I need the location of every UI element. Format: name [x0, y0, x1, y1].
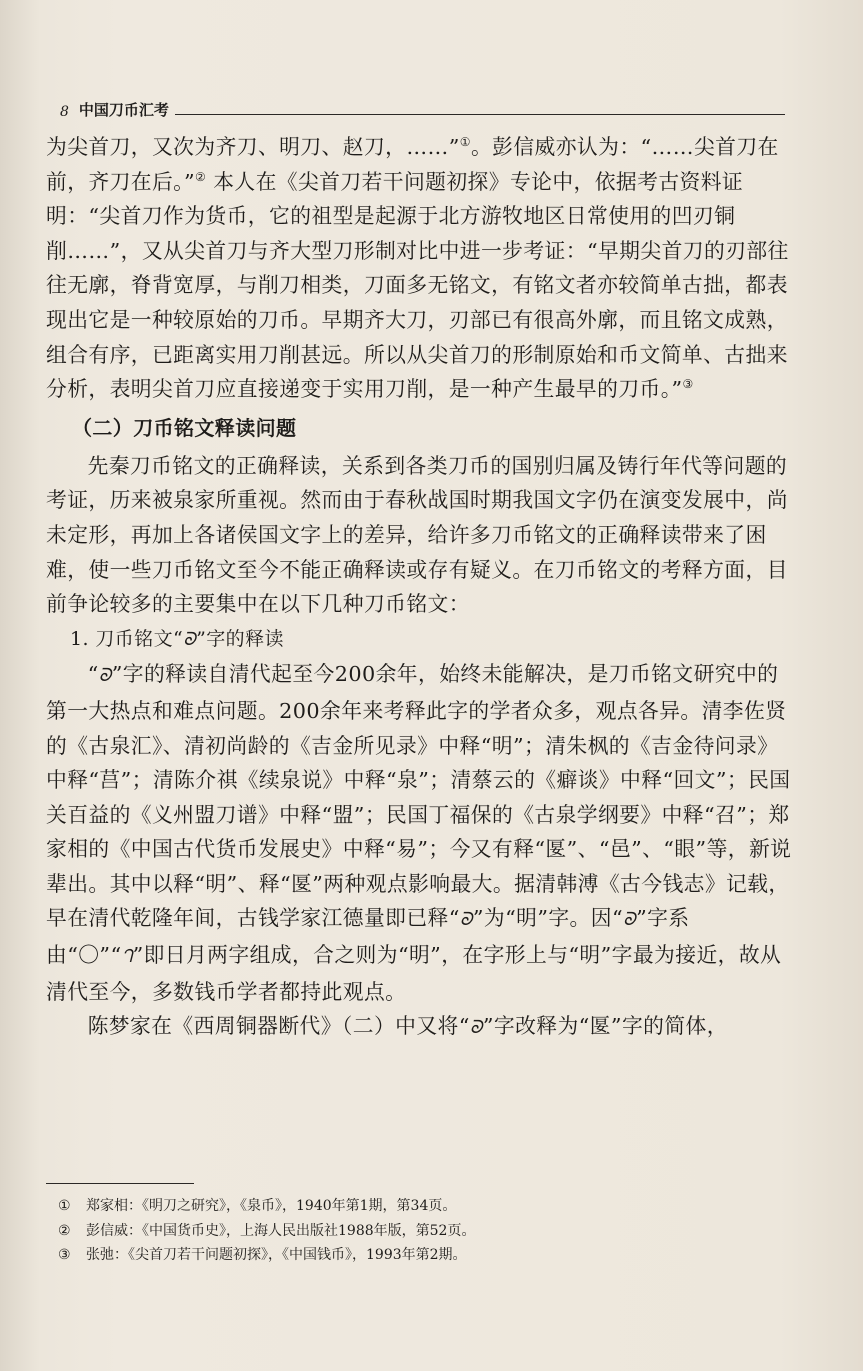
- ancient-glyph: ᘐ: [469, 1017, 483, 1039]
- footnote-text: 彭信威：《中国货币史》，上海人民出版社1988年版，第52页。: [86, 1222, 476, 1239]
- footnote-1: [58, 1194, 778, 1219]
- p3-text-a: “: [87, 662, 99, 687]
- p3-text-c: ”为“明”字。因“: [472, 906, 623, 931]
- header-rule: [175, 114, 785, 115]
- footnote-2: [58, 1219, 778, 1244]
- ancient-glyph: ᘐ: [459, 909, 473, 931]
- section-title: （二）刀币铭文释读问题: [72, 415, 297, 440]
- footnote-ref-1: ①: [459, 135, 471, 150]
- footnote-text: 郑家相：《明刀之研究》，《泉币》，1940年第1期，第34页。: [86, 1198, 457, 1214]
- footnote-3: [58, 1243, 778, 1268]
- moon-glyph: ᘃ: [121, 946, 133, 968]
- footnote-ref-2: ②: [195, 169, 207, 184]
- subsection-title-b: ”字的释读: [196, 627, 284, 650]
- p3-text-b: ”字的释读自清代起至今200余年，始终未能解决，是刀币铭文研究中的第一大热点和难点问题。200余年来考释此字的学者众多，观点各异。清李佐贤的《古泉汇》、清初尚龄的《吉金所见录》中释“明”；清朱枫的《吉金待问录》中释“莒”；清陈介祺《续泉说》中释“泉”；清蔡云的《癖谈》中释“回文”；民国关百益的《义州盟刀谱》中释“盟”；民国丁福保的《古泉学纲要》中释“召”；郑家相的《中国古代货币发展史》中释“易”；今又有释“匽”、“邑”、“眼”等，新说辈出。其中以释“明”、释“匽”两种观点影响最大。据清韩溥《古今钱志》记载，早在清代乾隆年间，古钱学家江德量即已释“: [46, 662, 792, 931]
- p1-text-1: 为尖首刀，又次为齐刀、明刀、赵刀，……”: [46, 135, 460, 159]
- footnote-text: 张弛：《尖首刀若干问题初探》，《中国钱币》，1993年第2期。: [86, 1247, 467, 1263]
- p3-text-e: ”即日月两字组成，合之则为“明”，在字形上与“明”字最为接近，故从清代至今，多数钱币学者都持此观点。: [46, 943, 782, 1004]
- p4-text-a: 陈梦家在《西周铜器断代》（二）中又将“: [87, 1014, 470, 1039]
- paragraph-1: [46, 130, 796, 407]
- paragraph-3: [46, 657, 796, 1009]
- p1-text-2: 。彭信威亦认为：“……尖首刀在前，齐刀在后。”: [46, 135, 779, 194]
- subsection-title-a: 1. 刀币铭文“: [70, 627, 184, 650]
- paragraph-4: [46, 1009, 796, 1046]
- footnote-mark: ②: [58, 1222, 71, 1239]
- page-number: 8: [60, 104, 69, 120]
- footnote-ref-3: ③: [682, 377, 694, 392]
- p3-text-d: ”字系由“〇”“: [46, 906, 690, 968]
- subsection-title: [46, 622, 796, 658]
- ancient-glyph: ᘐ: [183, 628, 197, 650]
- p4-text-b: ”字改释为“匽”字的简体，: [482, 1014, 728, 1039]
- footnote-rule: [46, 1183, 194, 1184]
- ancient-glyph: ᘐ: [98, 665, 112, 687]
- page-header: [60, 96, 785, 120]
- running-title: 中国刀币汇考: [78, 101, 169, 119]
- footnote-mark: ①: [58, 1198, 71, 1214]
- footnotes: [58, 1194, 778, 1268]
- body-text: [46, 130, 796, 1046]
- ancient-glyph: ᘐ: [622, 909, 637, 931]
- paragraph-2: 先秦刀币铭文的正确释读，关系到各类刀币的国别归属及铸行年代等问题的考证，历来被泉家所重视。然而由于春秋战国时期我国文字仍在演变发展中，尚未定形，再加上各诸侯国文字上的差异，给许多刀币铭文的正确释读带来了困难，使一些刀币铭文至今不能正确释读或存有疑义。在刀币铭文的考释方面，目前争论较多的主要集中在以下几种刀币铭文：: [46, 453, 788, 617]
- p1-text-3: 本人在《尖首刀若干问题初探》专论中，依据考古资料证明：“尖首刀作为货币，它的祖型是起源于北方游牧地区日常使用的凹刃铜削……”，又从尖首刀与齐大型刀形制对比中进一步考证：“早期尖首刀的刃部往往无廓，脊背宽厚，与削刀相类，刀面多无铭文，有铭文者亦较简单古拙，都表现出它是一种较原始的刀币。早期齐大刀，刃部已有很高外廓，而且铭文成熟，组合有序，已距离实用刀削甚远。所以从尖首刀的形制原始和币文简单、古拙来分析，表明尖首刀应直接递变于实用刀削，是一种产生最早的刀币。”: [46, 169, 789, 402]
- footnote-mark: ③: [58, 1247, 71, 1263]
